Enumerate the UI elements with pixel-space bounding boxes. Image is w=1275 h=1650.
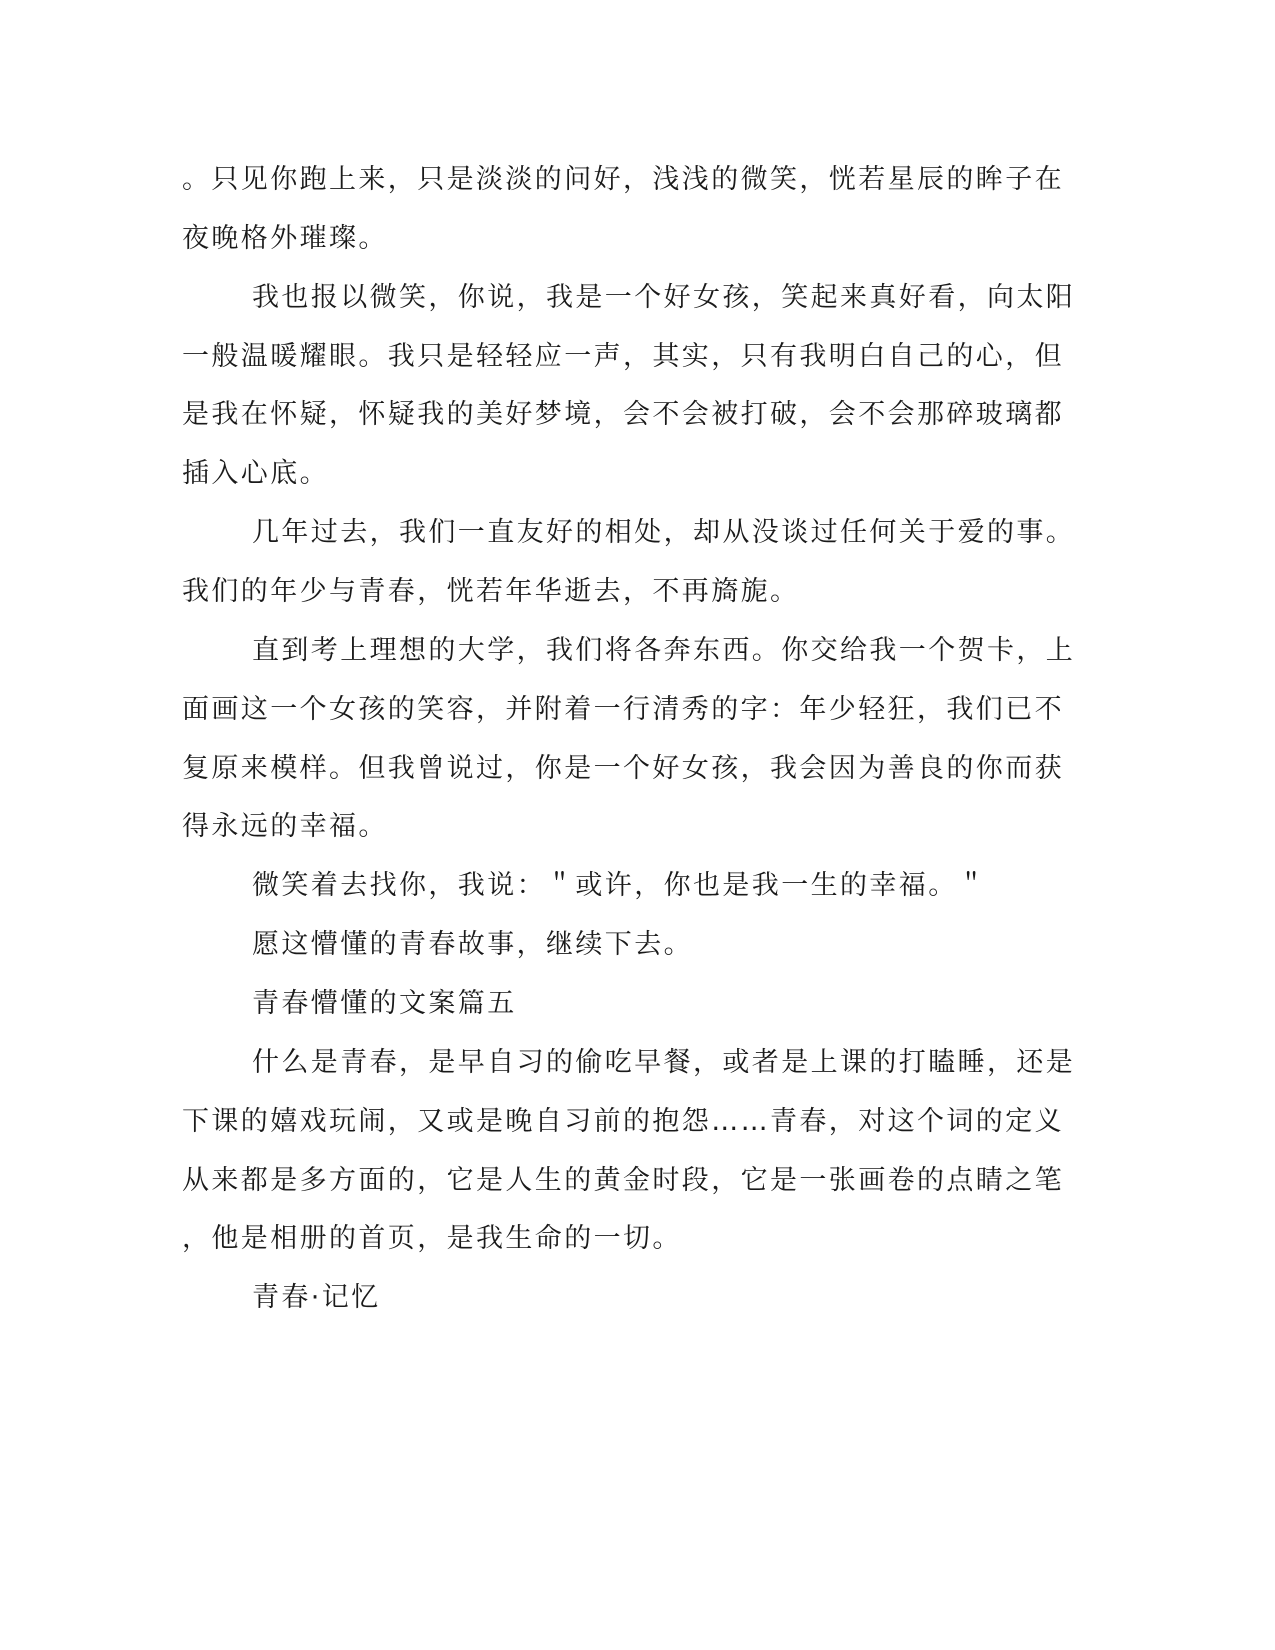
paragraph-first-line: 直到考上理想的大学，我们将各奔东西。你交给我一个贺卡，上 <box>252 635 1076 666</box>
text-line: 一般温暖耀眼。我只是轻轻应一声，其实，只有我明白自己的心，但 <box>182 341 1064 372</box>
text-line: 插入心底。 <box>182 458 329 489</box>
text-line: 复原来模样。但我曾说过，你是一个好女孩，我会因为善良的你而获 <box>182 753 1064 784</box>
paragraph-first-line: 几年过去，我们一直友好的相处，却从没谈过任何关于爱的事。 <box>252 517 1076 548</box>
text-line: ，他是相册的首页，是我生命的一切。 <box>182 1223 682 1254</box>
section-heading: 青春·记忆 <box>252 1282 381 1313</box>
text-line: 下课的嬉戏玩闹，又或是晚自习前的抱怨……青春，对这个词的定义 <box>182 1106 1064 1137</box>
text-line: 我们的年少与青春，恍若年华逝去，不再旖旎。 <box>182 576 800 607</box>
paragraph-first-line: 愿这懵懂的青春故事，继续下去。 <box>252 929 693 960</box>
paragraph-first-line: 微笑着去找你，我说：＂或许，你也是我一生的幸福。＂ <box>252 870 987 901</box>
paragraph-first-line: 什么是青春，是早自习的偷吃早餐，或者是上课的打瞌睡，还是 <box>252 1047 1076 1078</box>
text-line: 得永远的幸福。 <box>182 811 388 842</box>
text-line: 夜晚格外璀璨。 <box>182 223 388 254</box>
text-line: 面画这一个女孩的笑容，并附着一行清秀的字：年少轻狂，我们已不 <box>182 694 1064 725</box>
text-line: 是我在怀疑，怀疑我的美好梦境，会不会被打破，会不会那碎玻璃都 <box>182 399 1064 430</box>
text-line: 。只见你跑上来，只是淡淡的问好，浅浅的微笑，恍若星辰的眸子在 <box>182 164 1064 195</box>
text-line: 从来都是多方面的，它是人生的黄金时段，它是一张画卷的点睛之笔 <box>182 1165 1064 1196</box>
paragraph-first-line: 我也报以微笑，你说，我是一个好女孩，笑起来真好看，向太阳 <box>252 282 1076 313</box>
section-heading: 青春懵懂的文案篇五 <box>252 988 517 1019</box>
